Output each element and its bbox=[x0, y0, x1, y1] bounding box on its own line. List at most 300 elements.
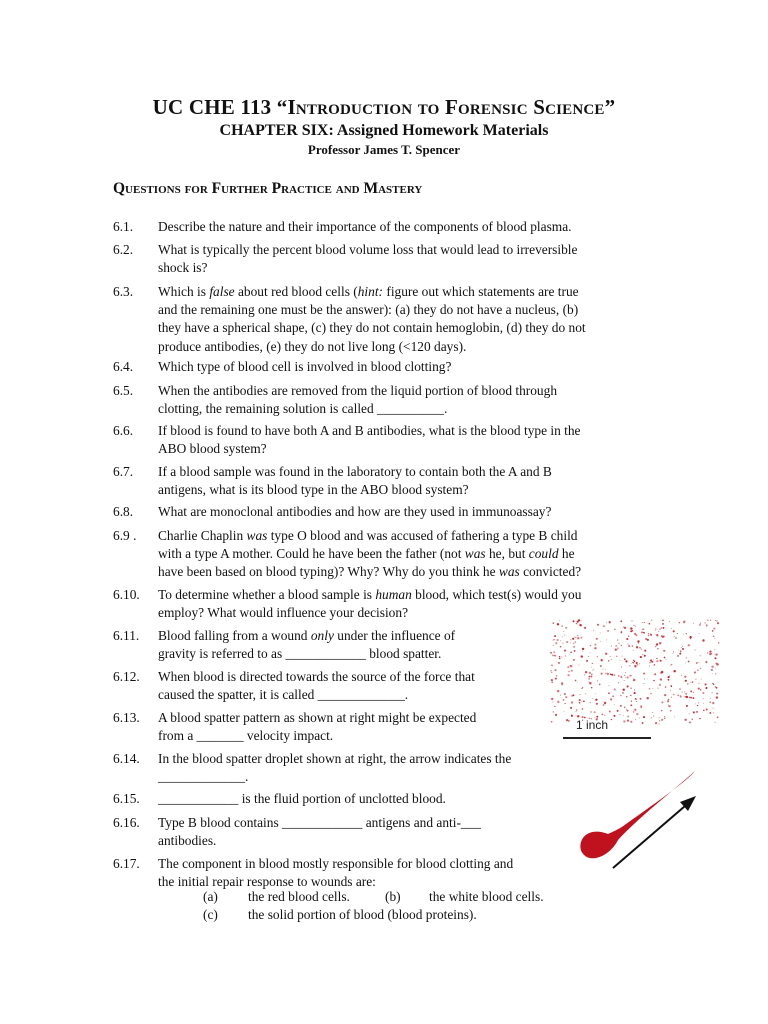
spatter-dot bbox=[625, 672, 626, 673]
spatter-dot bbox=[569, 654, 570, 655]
spatter-dot bbox=[632, 645, 633, 646]
course-code: UC CHE 113 “ bbox=[152, 95, 288, 119]
spatter-dot bbox=[703, 698, 704, 699]
spatter-dot bbox=[582, 708, 584, 710]
spatter-dot bbox=[652, 712, 653, 713]
spatter-dot bbox=[581, 655, 583, 657]
spatter-dot bbox=[690, 697, 692, 699]
spatter-dot bbox=[573, 659, 575, 661]
spatter-dot bbox=[624, 627, 626, 629]
spatter-dot bbox=[575, 637, 576, 638]
spatter-dot bbox=[582, 687, 583, 688]
spatter-dot bbox=[702, 639, 704, 641]
spatter-dot bbox=[603, 625, 605, 627]
spatter-dot bbox=[589, 682, 590, 683]
spatter-dot bbox=[709, 701, 711, 703]
spatter-dot bbox=[584, 627, 586, 629]
spatter-dot bbox=[709, 653, 710, 654]
question-number: 6.1. bbox=[113, 219, 134, 234]
spatter-dot bbox=[551, 681, 553, 683]
spatter-dot bbox=[644, 650, 646, 652]
question-line: What is typically the percent blood volume loss that would lead to irreversible bbox=[158, 242, 578, 257]
spatter-dot bbox=[567, 674, 569, 676]
spatter-dot bbox=[590, 652, 591, 653]
spatter-dot bbox=[711, 669, 713, 671]
spatter-dot bbox=[686, 633, 687, 634]
option-a-letter: (a) bbox=[203, 889, 218, 904]
spatter-dot bbox=[633, 679, 635, 681]
spatter-dot bbox=[622, 656, 623, 657]
spatter-dot bbox=[701, 679, 702, 680]
spatter-dot bbox=[551, 672, 552, 673]
spatter-dot bbox=[712, 708, 713, 709]
question-text bbox=[158, 463, 552, 499]
spatter-dot bbox=[673, 670, 675, 672]
spatter-dot bbox=[626, 638, 628, 640]
spatter-dot bbox=[648, 633, 649, 634]
spatter-dot bbox=[715, 668, 716, 669]
spatter-dot bbox=[711, 666, 713, 668]
spatter-dot bbox=[673, 630, 675, 632]
question-text bbox=[158, 503, 551, 521]
option-b-letter: (b) bbox=[385, 889, 401, 904]
question-line: Blood falling from a wound only under the influence of bbox=[158, 628, 456, 643]
question-number: 6.4. bbox=[113, 359, 134, 374]
spatter-dot bbox=[553, 711, 555, 713]
spatter-dot bbox=[616, 645, 617, 646]
spatter-dot bbox=[696, 662, 697, 663]
question-line: In the blood spatter droplet shown at right, the arrow indicates the bbox=[158, 751, 512, 766]
spatter-dot bbox=[559, 620, 560, 621]
spatter-dot bbox=[619, 660, 620, 661]
spatter-dot bbox=[620, 676, 621, 677]
page-title bbox=[0, 95, 768, 120]
spatter-dot bbox=[621, 645, 622, 646]
spatter-dot bbox=[589, 682, 592, 685]
spatter-dot bbox=[568, 720, 570, 722]
spatter-dot bbox=[664, 716, 665, 717]
spatter-dot bbox=[697, 669, 699, 671]
spatter-dot bbox=[618, 643, 619, 644]
spatter-dot bbox=[670, 665, 671, 666]
spatter-dot bbox=[662, 620, 664, 622]
question-line: If a blood sample was found in the laboratory to contain both the A and B bbox=[158, 464, 552, 479]
spatter-dot bbox=[604, 715, 605, 716]
question-line: from a _______ velocity impact. bbox=[158, 728, 334, 744]
spatter-dot bbox=[649, 688, 651, 690]
spatter-dot bbox=[632, 662, 634, 664]
spatter-dot bbox=[631, 701, 632, 702]
spatter-dot bbox=[568, 671, 569, 672]
spatter-dot bbox=[580, 637, 582, 639]
spatter-dot bbox=[617, 649, 618, 650]
spatter-dot bbox=[594, 647, 596, 649]
spatter-dot bbox=[680, 695, 681, 696]
spatter-dot bbox=[566, 641, 568, 643]
spatter-dot bbox=[630, 721, 632, 723]
spatter-dot bbox=[666, 659, 667, 660]
spatter-dot bbox=[713, 628, 715, 630]
spatter-dot bbox=[660, 660, 662, 662]
spatter-dot bbox=[680, 650, 682, 652]
spatter-dot bbox=[565, 627, 567, 629]
question-line: _____________. bbox=[158, 769, 249, 785]
spatter-dot bbox=[626, 709, 628, 711]
spatter-dot bbox=[695, 703, 696, 704]
question-line: If blood is found to have both A and B antibodies, what is the blood type in the bbox=[158, 423, 581, 438]
droplet-shape bbox=[580, 771, 695, 858]
spatter-dot bbox=[559, 658, 561, 660]
spatter-dot bbox=[631, 663, 632, 664]
spatter-dot bbox=[553, 622, 554, 623]
spatter-dot bbox=[588, 678, 590, 680]
spatter-dot bbox=[659, 717, 660, 718]
spatter-dot bbox=[643, 632, 644, 633]
spatter-dot bbox=[636, 646, 638, 648]
spatter-dot bbox=[591, 687, 592, 688]
spatter-dot bbox=[717, 716, 719, 718]
question-line: they have a spherical shape, (c) they do not contain hemoglobin, (d) they do not bbox=[158, 320, 586, 336]
spatter-dot bbox=[633, 625, 634, 626]
spatter-dot bbox=[657, 648, 659, 650]
spatter-dot bbox=[655, 634, 656, 635]
spatter-dot bbox=[715, 657, 717, 659]
spatter-dot bbox=[640, 698, 642, 700]
spatter-dot bbox=[635, 699, 636, 700]
question-line: Type B blood contains ____________ antigens and anti-___ bbox=[158, 815, 481, 830]
spatter-dot bbox=[555, 642, 557, 644]
spatter-dot bbox=[685, 680, 687, 682]
spatter-dot bbox=[593, 630, 594, 631]
question-line: caused the spatter, it is called _____________. bbox=[158, 687, 409, 703]
spatter-dot bbox=[571, 701, 573, 703]
spatter-dot bbox=[577, 637, 579, 639]
spatter-dot bbox=[592, 670, 593, 671]
spatter-dot bbox=[659, 629, 661, 631]
spatter-dot bbox=[706, 624, 708, 626]
question-line: Charlie Chaplin was type O blood and was accused of fathering a type B child bbox=[158, 528, 578, 543]
spatter-dot bbox=[647, 679, 648, 680]
spatter-dot bbox=[677, 695, 678, 696]
spatter-dot bbox=[620, 695, 621, 696]
spatter-dot bbox=[636, 645, 637, 646]
spatter-dot bbox=[657, 688, 658, 689]
spatter-dot bbox=[571, 714, 572, 715]
spatter-dot bbox=[659, 642, 661, 644]
question-line: with a type A mother. Could he have been the father (not was he, but could he bbox=[158, 546, 575, 562]
spatter-dot bbox=[696, 711, 698, 713]
spatter-dot bbox=[555, 678, 557, 680]
question-line: and the remaining one must be the answer): (a) they do not have a nucleus, (b) bbox=[158, 302, 579, 318]
spatter-dot bbox=[634, 665, 636, 667]
spatter-dot bbox=[714, 654, 715, 655]
spatter-dot bbox=[697, 705, 698, 706]
spatter-dot bbox=[565, 696, 567, 698]
spatter-dot bbox=[681, 647, 682, 648]
spatter-dot bbox=[634, 689, 635, 690]
spatter-dot bbox=[564, 703, 565, 704]
question-text bbox=[158, 586, 581, 622]
spatter-dot bbox=[677, 633, 678, 634]
spatter-dot bbox=[706, 626, 707, 627]
spatter-dot bbox=[710, 698, 711, 699]
spatter-dot bbox=[693, 697, 695, 699]
spatter-dot bbox=[706, 708, 708, 710]
spatter-dot bbox=[614, 674, 616, 676]
spatter-dot bbox=[642, 622, 643, 623]
spatter-dot bbox=[611, 659, 612, 660]
spatter-dot bbox=[667, 700, 669, 702]
spatter-dot bbox=[636, 701, 637, 702]
spatter-dot bbox=[567, 666, 569, 668]
option-c-letter: (c) bbox=[203, 907, 218, 922]
spatter-dot bbox=[656, 658, 657, 659]
spatter-dot bbox=[594, 711, 596, 713]
spatter-dot bbox=[695, 679, 696, 680]
spatter-dot bbox=[643, 673, 645, 675]
spatter-dot bbox=[661, 701, 663, 703]
spatter-dot bbox=[589, 676, 591, 678]
spatter-dot bbox=[610, 698, 612, 700]
spatter-dot bbox=[682, 648, 684, 650]
spatter-dot bbox=[630, 704, 632, 706]
spatter-dot bbox=[562, 636, 563, 637]
question-text bbox=[158, 750, 511, 786]
spatter-dot bbox=[642, 628, 644, 630]
question-text bbox=[158, 855, 513, 891]
spatter-dot bbox=[623, 627, 624, 628]
question-line: Which is false about red blood cells (hint: figure out which statements are true bbox=[158, 284, 579, 299]
spatter-dot bbox=[679, 622, 680, 623]
spatter-dot bbox=[597, 680, 598, 681]
spatter-dot bbox=[554, 655, 555, 656]
spatter-dot bbox=[673, 651, 674, 652]
spatter-dot bbox=[573, 646, 575, 648]
question-number: 6.11. bbox=[113, 628, 140, 643]
spatter-dot bbox=[595, 699, 597, 701]
spatter-dot bbox=[626, 696, 627, 697]
spatter-dot bbox=[668, 705, 670, 707]
spatter-dot bbox=[679, 653, 681, 655]
spatter-dot bbox=[591, 667, 592, 668]
spatter-dot bbox=[590, 676, 592, 678]
spatter-dot bbox=[633, 650, 634, 651]
spatter-dot bbox=[686, 657, 687, 658]
spatter-dot bbox=[550, 670, 552, 672]
spatter-dot bbox=[663, 650, 665, 652]
spatter-dot bbox=[692, 681, 694, 683]
direction-arrow-shaft bbox=[613, 800, 692, 868]
spatter-dot bbox=[570, 639, 571, 640]
spatter-dot bbox=[557, 690, 560, 693]
question-number: 6.12. bbox=[113, 669, 140, 684]
spatter-dot bbox=[683, 634, 684, 635]
spatter-dot bbox=[571, 670, 573, 672]
spatter-dot bbox=[639, 718, 640, 719]
spatter-dot bbox=[661, 627, 663, 629]
spatter-dot bbox=[669, 621, 670, 622]
spatter-dot bbox=[709, 712, 711, 714]
option-b-text: the white blood cells. bbox=[429, 889, 544, 904]
spatter-dot bbox=[716, 693, 718, 695]
spatter-dot bbox=[634, 692, 636, 694]
spatter-dot bbox=[602, 669, 603, 670]
spatter-dot bbox=[681, 675, 682, 676]
spatter-dot bbox=[664, 657, 666, 659]
spatter-dot bbox=[616, 656, 617, 657]
spatter-dot bbox=[659, 684, 661, 686]
spatter-dot bbox=[592, 663, 593, 664]
spatter-dot bbox=[583, 700, 585, 702]
spatter-dot bbox=[551, 664, 553, 666]
spatter-dot bbox=[700, 655, 701, 656]
question-number: 6.9 . bbox=[113, 528, 137, 543]
spatter-dot bbox=[633, 711, 635, 713]
spatter-dot bbox=[653, 715, 654, 716]
question-text bbox=[158, 283, 586, 356]
spatter-dot bbox=[557, 639, 559, 641]
spatter-dot bbox=[572, 620, 574, 622]
spatter-dot bbox=[629, 675, 631, 677]
spatter-dot bbox=[694, 671, 696, 673]
spatter-dot bbox=[637, 664, 639, 666]
question-line: gravity is referred to as ____________ blood spatter. bbox=[158, 646, 442, 662]
question-line: shock is? bbox=[158, 260, 208, 276]
spatter-dot bbox=[622, 688, 624, 690]
spatter-dot bbox=[641, 631, 643, 633]
spatter-dot bbox=[582, 648, 584, 650]
spatter-dot bbox=[618, 682, 619, 683]
spatter-dot bbox=[713, 712, 714, 713]
spatter-dot bbox=[641, 707, 642, 708]
spatter-dot bbox=[654, 664, 656, 666]
spatter-dot bbox=[689, 636, 691, 638]
spatter-dot bbox=[700, 623, 701, 624]
spatter-dot bbox=[688, 661, 690, 663]
spatter-dot bbox=[624, 680, 625, 681]
spatter-dot bbox=[554, 706, 555, 707]
spatter-dot bbox=[625, 660, 627, 662]
spatter-dot bbox=[687, 683, 689, 685]
spatter-dot bbox=[685, 693, 687, 695]
question-number: 6.14. bbox=[113, 751, 140, 766]
question-line: When blood is directed towards the source of the force that bbox=[158, 669, 475, 684]
spatter-dot bbox=[643, 683, 644, 684]
spatter-dot bbox=[658, 631, 659, 632]
spatter-dot bbox=[558, 662, 560, 664]
spatter-dot bbox=[633, 678, 634, 679]
spatter-dot bbox=[695, 650, 696, 651]
spatter-dot bbox=[683, 621, 685, 623]
spatter-dot bbox=[699, 718, 700, 719]
spatter-dot bbox=[609, 710, 611, 712]
title-close-quote: ” bbox=[604, 95, 616, 119]
spatter-dot bbox=[699, 633, 700, 634]
spatter-dot bbox=[630, 630, 632, 632]
spatter-dot bbox=[563, 699, 565, 701]
spatter-dot bbox=[608, 692, 610, 694]
question-line: have been based on blood typing)? Why? Why do you think he was convicted? bbox=[158, 564, 582, 580]
question-text bbox=[158, 709, 476, 745]
spatter-dot bbox=[664, 694, 666, 696]
question-line: ABO blood system? bbox=[158, 441, 267, 457]
spatter-dot bbox=[670, 710, 671, 711]
spatter-dot bbox=[660, 678, 662, 680]
course-title: Introduction to Forensic Science bbox=[287, 95, 605, 119]
spatter-dot bbox=[655, 722, 657, 724]
spatter-dot bbox=[600, 632, 601, 633]
spatter-dot bbox=[684, 692, 685, 693]
spatter-dot bbox=[707, 652, 708, 653]
spatter-dot bbox=[715, 653, 717, 655]
spatter-dot bbox=[628, 643, 629, 644]
spatter-dot bbox=[661, 719, 663, 721]
spatter-dot bbox=[671, 664, 672, 665]
spatter-dot bbox=[629, 665, 630, 666]
spatter-dot bbox=[628, 645, 630, 647]
spatter-dot bbox=[639, 647, 641, 649]
spatter-dot bbox=[559, 656, 560, 657]
spatter-dot bbox=[664, 718, 665, 719]
spatter-dot bbox=[715, 620, 716, 621]
spatter-dot bbox=[717, 622, 719, 624]
spatter-dot bbox=[604, 702, 606, 704]
spatter-dot bbox=[715, 722, 716, 723]
spatter-dot bbox=[650, 659, 652, 661]
spatter-dot bbox=[615, 649, 617, 651]
spatter-dot bbox=[659, 723, 660, 724]
spatter-dot bbox=[619, 714, 620, 715]
spatter-dot bbox=[552, 640, 553, 641]
spatter-dot bbox=[576, 709, 577, 710]
spatter-dot bbox=[613, 715, 615, 717]
spatter-dot bbox=[647, 697, 649, 699]
spatter-dot bbox=[624, 675, 625, 676]
spatter-dot bbox=[577, 635, 578, 636]
spatter-dot bbox=[561, 682, 563, 684]
spatter-dot bbox=[553, 651, 555, 653]
question-number: 6.5. bbox=[113, 383, 134, 398]
spatter-dot bbox=[650, 633, 651, 634]
question-text bbox=[158, 218, 572, 236]
spatter-dot bbox=[674, 636, 675, 637]
spatter-dot bbox=[579, 623, 580, 624]
spatter-dot bbox=[655, 630, 656, 631]
question-text bbox=[158, 668, 475, 704]
spatter-dot bbox=[636, 662, 638, 664]
spatter-dot bbox=[607, 630, 609, 632]
spatter-dot bbox=[642, 722, 644, 724]
spatter-dot bbox=[594, 644, 596, 646]
spatter-dot bbox=[651, 717, 652, 718]
spatter-dot bbox=[674, 717, 675, 718]
spatter-dot bbox=[698, 688, 700, 690]
spatter-dot bbox=[685, 719, 687, 721]
spatter-dot bbox=[551, 698, 553, 700]
spatter-dot bbox=[557, 701, 559, 703]
spatter-dot bbox=[621, 632, 622, 633]
spatter-dot bbox=[562, 684, 563, 685]
spatter-dot bbox=[693, 623, 694, 624]
spatter-dot bbox=[682, 692, 683, 693]
spatter-dot bbox=[563, 643, 564, 644]
spatter-dot bbox=[710, 620, 711, 621]
spatter-dot bbox=[576, 716, 577, 717]
spatter-dot bbox=[588, 656, 589, 657]
spatter-dot bbox=[579, 699, 581, 701]
spatter-dot bbox=[703, 703, 704, 704]
question-line: clotting, the remaining solution is called __________. bbox=[158, 401, 448, 417]
